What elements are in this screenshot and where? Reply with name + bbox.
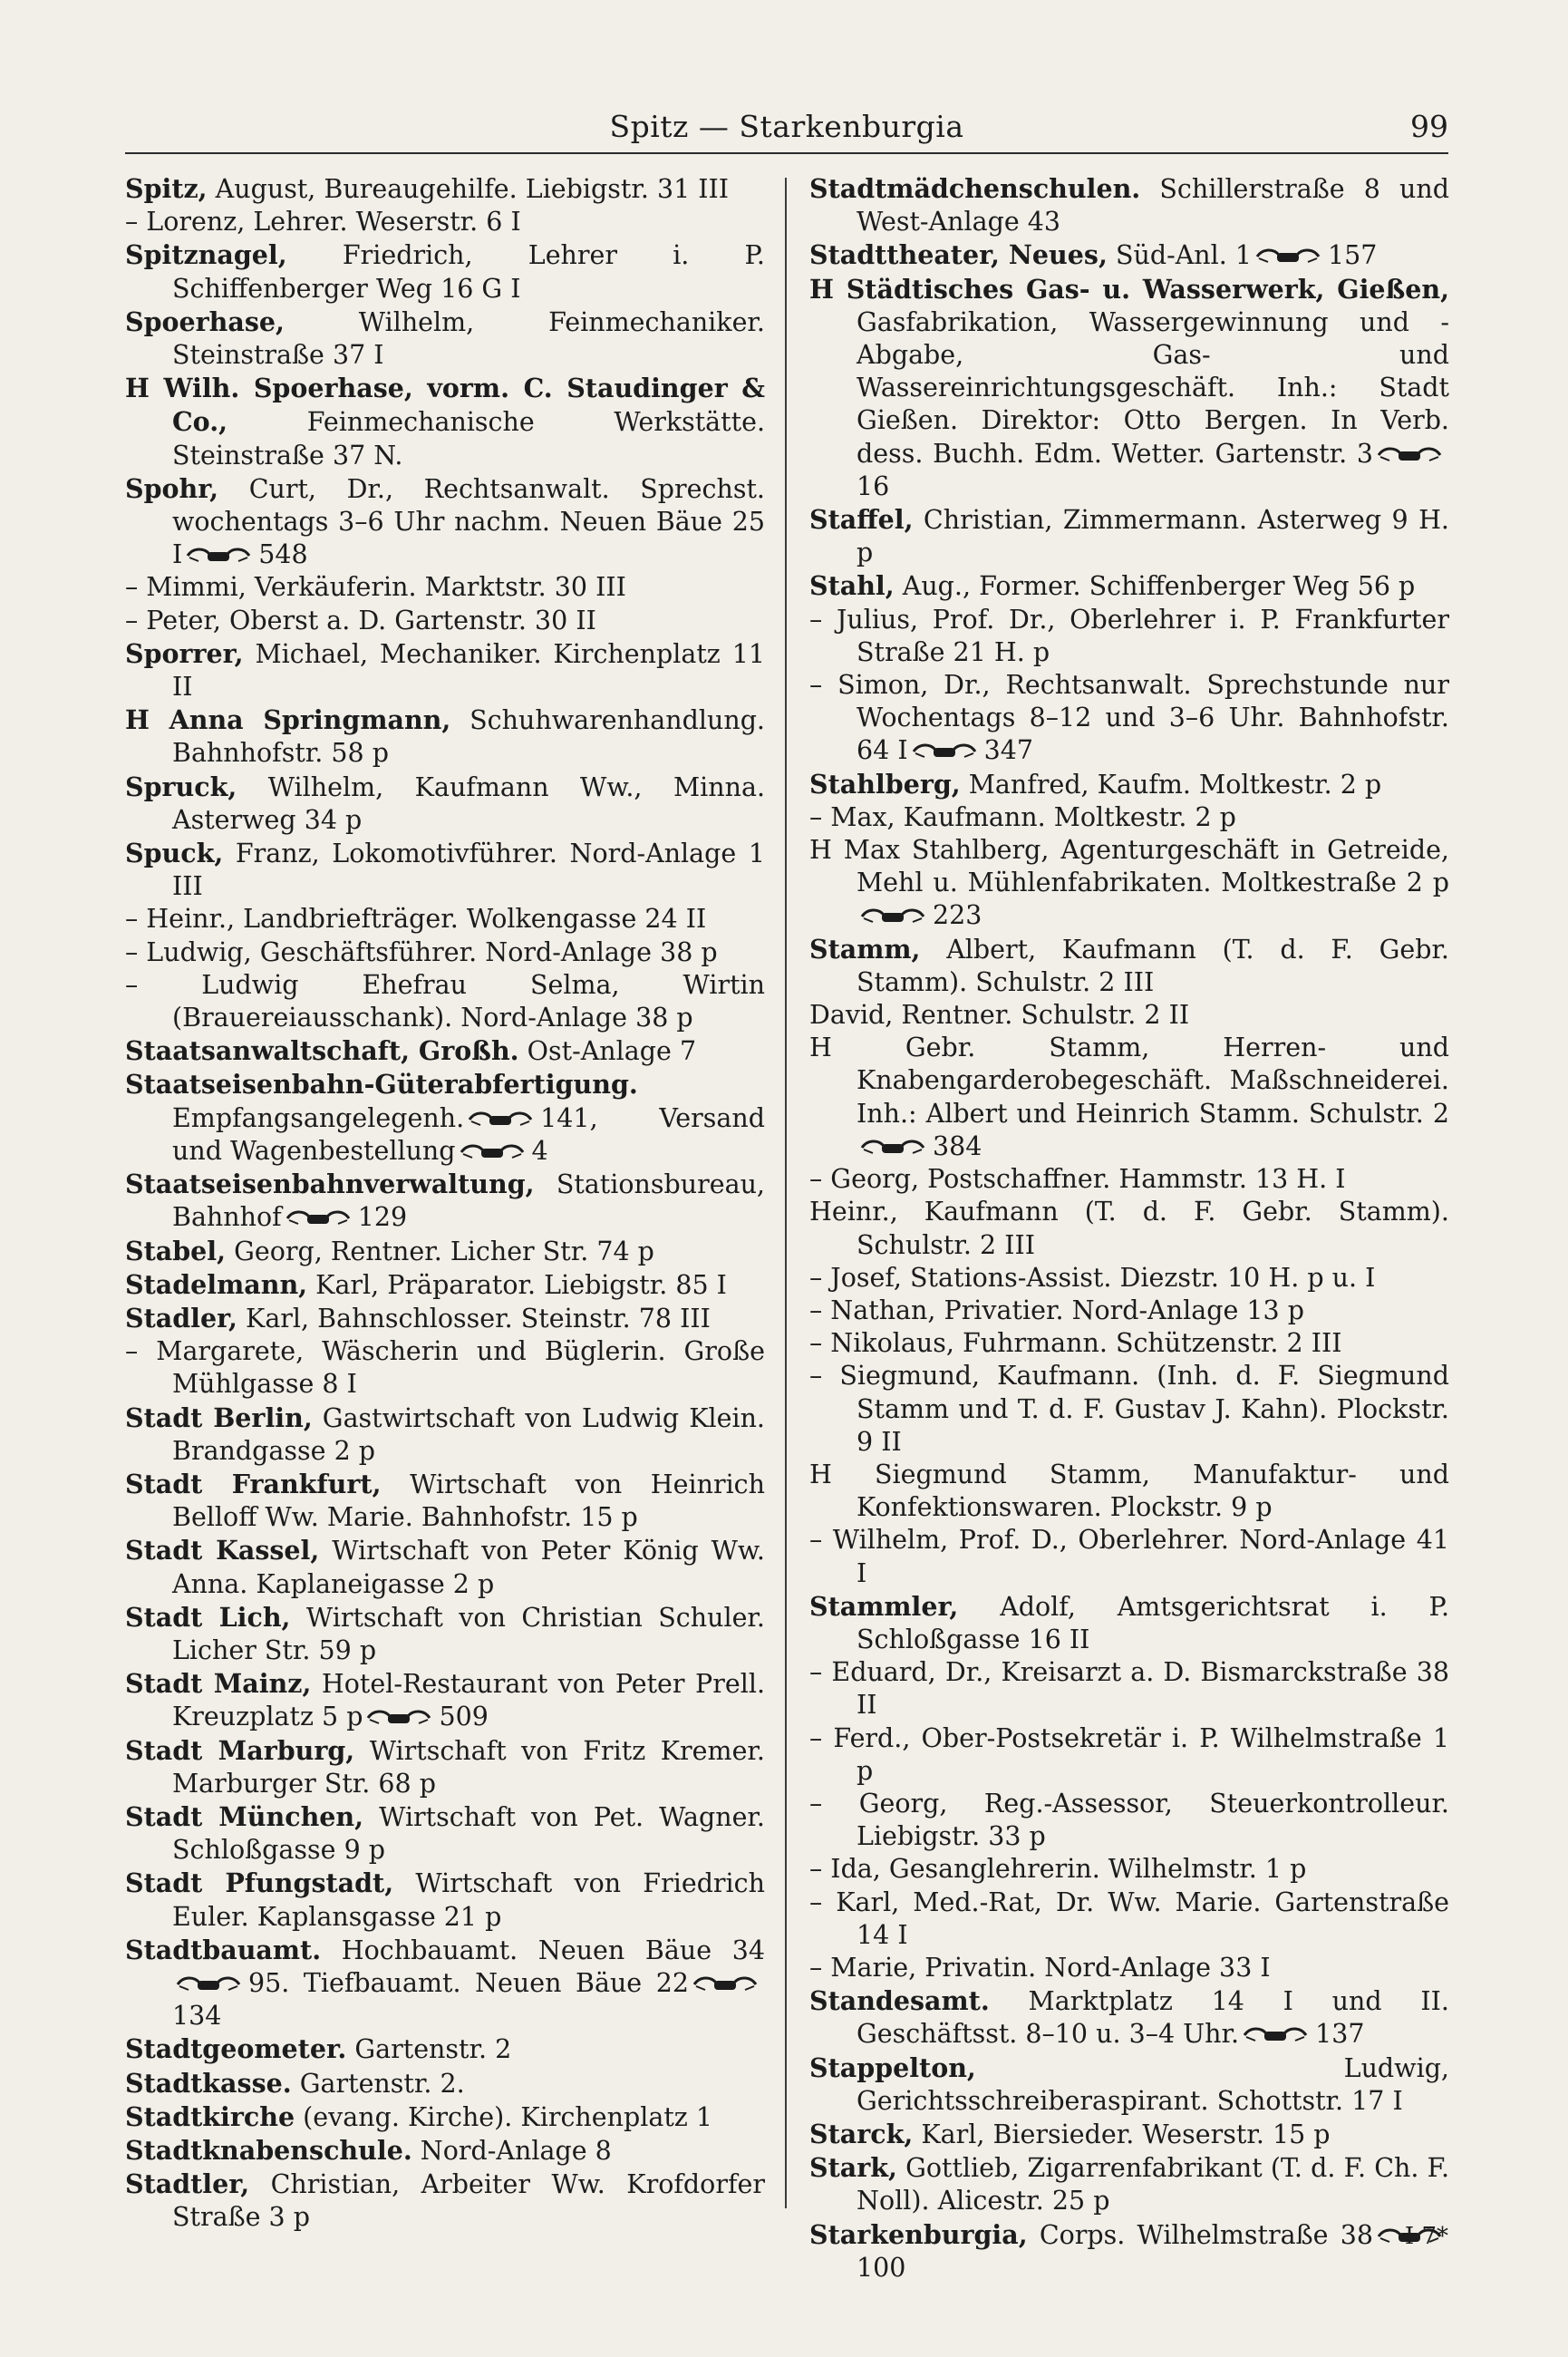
directory-entry (125, 571, 765, 604)
directory-entry (809, 1032, 1449, 1163)
entry-details: Curt, Dr., Rechtsanwalt. Sprechst. wochentags 3–6 Uhr nachm. Neuen Bäue 25 I (172, 473, 765, 570)
directory-entry (125, 1402, 765, 1468)
directory-entry (809, 1262, 1449, 1295)
entry-name: Stappelton, (809, 2051, 976, 2083)
directory-entry (125, 1335, 765, 1401)
directory-entry (809, 1524, 1449, 1589)
entry-details: – Ludwig, Geschäftsführer. Nord-Anlage 38 p (125, 936, 718, 967)
entry-details: H Gebr. Stamm, Herren- und Knabengarderobegeschäft. Maßschneiderei. Inh.: Albert und Heinrich Stamm. Schulstr. 2 (809, 1033, 1449, 1129)
directory-entry (809, 569, 1449, 603)
entry-details: – Eduard, Dr., Kreisarzt a. D. Bismarckstraße 38 II (809, 1657, 1449, 1721)
entry-name: Stadtkasse. (125, 2067, 292, 2099)
phone-number: 548 (258, 539, 308, 570)
phone-number: 347 (983, 735, 1033, 766)
directory-entry (125, 1034, 765, 1068)
directory-entry (809, 2218, 1449, 2284)
entry-details: H Siegmund Stamm, Manufaktur- und Konfektionswaren. Plockstr. 9 p (809, 1459, 1449, 1523)
telephone-icon (860, 1137, 925, 1157)
entry-name: Spruck, (125, 771, 237, 802)
entry-details: Franz, Lokomotivführer. Nord-Anlage 1 III (172, 839, 765, 902)
entry-details: – Simon, Dr., Rechtsanwalt. Sprechstunde nur Wochentags 8–12 und 3–6 Uhr. Bahnhofstr. 64 I (809, 670, 1449, 766)
directory-entry (125, 1734, 765, 1800)
directory-entry (809, 273, 1449, 503)
entry-name: Stadt Lich, (125, 1601, 291, 1633)
entry-name: Stadtgeometer. (125, 2033, 347, 2065)
entry-details: Georg, Rentner. Licher Str. 74 p (226, 1236, 654, 1266)
entry-name: Stadttheater, Neues, (809, 239, 1108, 271)
entry-details: – Ida, Gesanglehrerin. Wilhelmstr. 1 p (809, 1854, 1307, 1885)
directory-entry (125, 2168, 765, 2234)
entry-details: – Max, Kaufmann. Moltkestr. 2 p (809, 801, 1236, 832)
right-column (809, 172, 1449, 2284)
directory-entry (125, 1800, 765, 1867)
directory-entry (125, 1468, 765, 1534)
entry-details: Michael, Mechaniker. Kirchenplatz 11 II (172, 638, 765, 703)
directory-entry (809, 1590, 1449, 1656)
entry-name: Starck, (809, 2118, 914, 2149)
telephone-icon (912, 741, 977, 761)
phone-number: 129 (357, 1202, 408, 1233)
running-title: Spitz — Starkenburgia (609, 109, 964, 144)
entry-details: Christian, Zimmermann. Asterweg 9 H. p (857, 505, 1449, 568)
directory-entry (125, 837, 765, 903)
entry-details: Karl, Bahnschlosser. Steinstr. 78 III (237, 1303, 711, 1334)
entry-name: Spitznagel, (125, 239, 287, 271)
entry-name: Stadtler, (125, 2168, 250, 2200)
directory-entry (809, 2151, 1449, 2217)
entry-details: Albert, Kaufmann (T. d. F. Gebr. Stamm). Schulstr. 2 III (857, 934, 1449, 997)
directory-entry (809, 2051, 1449, 2118)
phone-number: 384 (933, 1130, 982, 1161)
entry-name: Stark, (809, 2152, 897, 2184)
directory-entry (125, 2134, 765, 2168)
entry-details: Karl, Präparator. Liebigstr. 85 I (307, 1269, 727, 1300)
entry-name: Spohr, (125, 472, 219, 504)
entry-details: – Ludwig Ehefrau Selma, Wirtin (Brauereiausschank). Nord-Anlage 38 p (125, 969, 765, 1033)
entry-details: – Marie, Privatin. Nord-Anlage 33 I (809, 1952, 1271, 1983)
directory-entry (809, 1459, 1449, 1524)
directory-entry (125, 969, 765, 1034)
entry-details: Wirtschaft von Christian Schuler. Licher Str. 59 p (172, 1602, 765, 1665)
phone-number: 100 (857, 2252, 906, 2283)
directory-entry (125, 703, 765, 770)
telephone-icon (1243, 2024, 1308, 2044)
entry-name: Staatseisenbahnverwaltung, (125, 1169, 535, 1200)
entry-details: (evang. Kirche). Kirchenplatz 1 (295, 2101, 712, 2132)
directory-entry (125, 936, 765, 969)
directory-entry (125, 238, 765, 305)
entry-name: Stadt Berlin, (125, 1402, 313, 1433)
directory-entry (125, 903, 765, 936)
directory-entry (809, 1360, 1449, 1459)
entry-details: Schuhwarenhandlung. Bahnhofstr. 58 p (172, 705, 765, 769)
entry-details: Empfangsangelegenh. (172, 1102, 465, 1133)
entry-details: Wilhelm, Feinmechaniker. Steinstraße 37 I (172, 306, 765, 371)
telephone-icon (1255, 246, 1321, 266)
phone-number: 157 (1328, 240, 1378, 271)
entry-name: Stadt Pfungstadt, (125, 1867, 394, 1899)
entry-name: Stadt Kassel, (125, 1535, 320, 1566)
entry-name: Stamm, (809, 933, 921, 965)
directory-entry (125, 1235, 765, 1268)
telephone-icon (468, 1109, 533, 1129)
entry-name: Standesamt. (809, 1985, 990, 2017)
entry-details: Christian, Arbeiter Ww. Krofdorfer Straße 3 p (172, 2169, 765, 2233)
entry-details: – Georg, Postschaffner. Hammstr. 13 H. I (809, 1164, 1346, 1195)
directory-entry (809, 801, 1449, 834)
entry-details: Hotel-Restaurant von Peter Prell. Kreuzplatz 5 p (172, 1669, 765, 1732)
entry-details: – Ferd., Ober-Postsekretär i. P. Wilhelmstraße 1 p (809, 1722, 1449, 1786)
entry-name: Stabel, (125, 1235, 227, 1266)
entry-details: Wirtschaft von Heinrich Belloff Ww. Marie. Bahnhofstr. 15 p (172, 1469, 765, 1533)
directory-entry (809, 1722, 1449, 1788)
entry-name: Stadler, (125, 1302, 237, 1334)
entry-details: Nord-Anlage 8 (411, 2135, 612, 2166)
entry-details: – Peter, Oberst a. D. Gartenstr. 30 II (125, 605, 596, 635)
entry-name: H Wilh. Spoerhase, vorm. C. Staudinger & Co., (125, 373, 765, 438)
entry-details: – Josef, Stations-Assist. Diezstr. 10 H. p u. I (809, 1262, 1376, 1293)
directory-entry (125, 472, 765, 572)
entry-details: Wirtschaft von Fritz Kremer. Marburger Str. 68 p (172, 1735, 765, 1799)
entry-details: – Karl, Med.-Rat, Dr. Ww. Marie. Gartenstraße 14 I (809, 1887, 1449, 1950)
entry-name: Sporrer, (125, 637, 244, 669)
entry-name: Stadelmann, (125, 1268, 308, 1300)
entry-name: Staffel, (809, 504, 914, 536)
phone-number: 95 (248, 1967, 282, 1998)
directory-entry (809, 669, 1449, 768)
telephone-icon (460, 1141, 525, 1161)
entry-name: Stadt Marburg, (125, 1734, 355, 1766)
entry-name: Stadtmädchenschulen. (809, 173, 1141, 204)
entry-details: Gottlieb, Zigarrenfabrikant (T. d. F. Ch. F. Noll). Alicestr. 25 p (857, 2153, 1449, 2216)
entry-name: Stadtkirche (125, 2100, 295, 2132)
entry-details: , Versand und Wagenbestellung (172, 1102, 765, 1166)
directory-entry (809, 1984, 1449, 2051)
entry-details: H Max Stahlberg, Agenturgeschäft in Getreide, Mehl u. Mühlenfabrikaten. Moltkestraße 2 p (809, 835, 1449, 898)
directory-entry (809, 1853, 1449, 1886)
entry-details: Ost-Anlage 7 (518, 1036, 697, 1067)
directory-entry (125, 1268, 765, 1302)
entry-details: – Mimmi, Verkäuferin. Marktstr. 30 III (125, 572, 626, 603)
entry-details: Wirtschaft von Pet. Wagner. Schloßgasse 9 p (172, 1801, 765, 1866)
directory-entry (125, 306, 765, 372)
directory-entry (125, 1168, 765, 1234)
directory-entry (809, 503, 1449, 569)
entry-details: Marktplatz 14 I und II. Geschäftsst. 8–10 u. 3–4 Uhr. (857, 1986, 1449, 2050)
entry-details: Friedrich, Lehrer i. P. Schiffenberger Weg 16 G I (172, 240, 765, 304)
directory-entry (125, 2067, 765, 2100)
entry-details: Heinr., Kaufmann (T. d. F. Gebr. Stamm). Schulstr. 2 III (809, 1197, 1449, 1260)
directory-entry (809, 1952, 1449, 1984)
directory-entry (125, 771, 765, 837)
entry-name: Stadtbauamt. (125, 1934, 322, 1965)
entry-details: Gartenstr. 2. (291, 2068, 465, 2099)
directory-entry (809, 604, 1449, 669)
entry-name: Stahlberg, (809, 768, 961, 800)
entry-details: Karl, Biersieder. Weserstr. 15 p (913, 2119, 1331, 2149)
telephone-icon (1377, 444, 1442, 464)
directory-entry (809, 1295, 1449, 1327)
entry-name: Stadtknabenschule. (125, 2134, 412, 2166)
directory-entry (125, 1867, 765, 1933)
directory-entry (125, 1601, 765, 1667)
directory-entry (125, 372, 765, 472)
phone-number: 137 (1315, 2019, 1365, 2050)
directory-entry (125, 1534, 765, 1600)
telephone-icon (860, 906, 925, 926)
directory-entry (809, 1887, 1449, 1952)
directory-entry (125, 1934, 765, 2033)
entry-name: Spitz, (125, 173, 208, 204)
entry-details: – Siegmund, Kaufmann. (Inh. d. F. Siegmund Stamm und T. d. F. Gustav J. Kahn). Plockstr. 9 II (809, 1361, 1449, 1457)
entry-details: – Georg, Reg.-Assessor, Steuerkontrolleur. Liebigstr. 33 p (809, 1788, 1449, 1852)
directory-entry (125, 1302, 765, 1335)
entry-details: – Nathan, Privatier. Nord-Anlage 13 p (809, 1295, 1304, 1325)
directory-entry (809, 1196, 1449, 1261)
directory-entry (809, 1163, 1449, 1196)
phone-number: 134 (172, 2001, 222, 2032)
phone-number: 4 (531, 1135, 548, 1166)
directory-entry (809, 933, 1449, 999)
directory-entry (125, 605, 765, 637)
entry-details: – Margarete, Wäscherin und Büglerin. Große Mühlgasse 8 I (125, 1336, 765, 1400)
left-column (125, 172, 765, 2235)
entry-name: Stahl, (809, 570, 895, 602)
directory-entry (809, 1788, 1449, 1853)
entry-details: Adolf, Amtsgerichtsrat i. P. Schloßgasse 16 II (857, 1591, 1449, 1654)
directory-entry (125, 1068, 765, 1168)
entry-details: – Julius, Prof. Dr., Oberlehrer i. P. Frankfurter Straße 21 H. p (809, 604, 1449, 667)
phone-number: 16 (857, 470, 890, 501)
directory-entry (125, 172, 765, 206)
entry-name: Spoerhase, (125, 306, 285, 337)
directory-entry (809, 834, 1449, 933)
entry-name: H Anna Springmann, (125, 704, 451, 736)
entry-details: Manfred, Kaufm. Moltkestr. 2 p (960, 769, 1382, 800)
directory-entry (809, 2118, 1449, 2151)
entry-details: Süd-Anl. 1 (1107, 240, 1253, 271)
page-number: 99 (1410, 109, 1448, 144)
directory-entry (125, 2100, 765, 2134)
entry-details: Wirtschaft von Peter König Ww. Anna. Kaplaneigasse 2 p (172, 1536, 765, 1599)
telephone-icon (366, 1707, 431, 1727)
entry-details: Wirtschaft von Friedrich Euler. Kaplansgasse 21 p (172, 1868, 765, 1932)
directory-entry (125, 1667, 765, 1733)
entry-details: Gastwirtschaft von Ludwig Klein. Brandgasse 2 p (172, 1402, 765, 1466)
directory-entry (125, 637, 765, 703)
entry-name: Staatsanwaltschaft, Großh. (125, 1035, 519, 1067)
phone-number: 223 (933, 900, 982, 931)
directory-entry (125, 206, 765, 238)
directory-entry (809, 238, 1449, 272)
directory-entry (125, 2032, 765, 2066)
entry-details: Wilhelm, Kaufmann Ww., Minna. Asterweg 34 p (172, 771, 765, 835)
entry-details: Feinmechanische Werkstätte. Steinstraße 37 N. (172, 407, 765, 470)
entry-name: Spuck, (125, 838, 224, 869)
entry-details: – Lorenz, Lehrer. Weserstr. 6 I (125, 207, 521, 238)
entry-name: Stammler, (809, 1590, 959, 1622)
entry-name: Stadt München, (125, 1800, 364, 1832)
entry-name: Stadt Frankfurt, (125, 1468, 382, 1499)
entry-details: – Wilhelm, Prof. D., Oberlehrer. Nord-Anlage 41 I (809, 1525, 1449, 1588)
telephone-icon (186, 545, 251, 565)
directory-entry (809, 172, 1449, 238)
entry-details: Gasfabrikation, Wassergewinnung und -Abgabe, Gas- und Wassereinrichtungsgeschäft. Inh.: Stadt Gießen. Direktor: Otto Bergen. In Verb. dess. Buchh. Edm. Wetter. Gartenstr. 3 (857, 306, 1449, 469)
entry-details: Stationsbureau, Bahnhof (172, 1169, 765, 1233)
entry-details: August, Bureaugehilfe. Liebigstr. 31 III (207, 174, 730, 204)
sheet-signature: I 7* (1404, 2223, 1448, 2250)
page-header (125, 102, 1448, 154)
entry-name: Staatseisenbahn-Güterabfertigung. (125, 1069, 638, 1101)
column-divider (785, 178, 787, 2208)
phone-number: 509 (439, 1702, 489, 1732)
telephone-icon (176, 1974, 241, 1993)
directory-entry (809, 999, 1449, 1032)
entry-details: . Tiefbauamt. Neuen Bäue 22 (281, 1967, 689, 1998)
telephone-icon (286, 1208, 351, 1227)
entry-details: – Heinr., Landbriefträger. Wolkengasse 24 II (125, 904, 707, 935)
entry-details: Corps. Wilhelmstraße 38 (1027, 2219, 1373, 2250)
entry-name: H Städtisches Gas- u. Wasserwerk, Gießen, (809, 273, 1449, 305)
phone-number: 141 (540, 1102, 590, 1133)
entry-name: Stadt Mainz, (125, 1668, 312, 1700)
entry-details: Schillerstraße 8 und West-Anlage 43 (857, 174, 1449, 238)
directory-entry (809, 1327, 1449, 1360)
entry-details: Hochbauamt. Neuen Bäue 34 (321, 1935, 765, 1965)
entry-name: Starkenburgia, (809, 2218, 1028, 2250)
entry-details: – Nikolaus, Fuhrmann. Schützenstr. 2 III (809, 1328, 1342, 1359)
directory-entry (809, 768, 1449, 801)
directory-entry (809, 1656, 1449, 1722)
entry-details: Aug., Former. Schiffenberger Weg 56 p (894, 571, 1416, 602)
entry-details: Gartenstr. 2 (346, 2034, 512, 2065)
entry-details: David, Rentner. Schulstr. 2 II (809, 1000, 1190, 1031)
entry-details: Ludwig, Gerichtsschreiberaspirant. Schottstr. 17 I (857, 2052, 1449, 2116)
telephone-icon (692, 1974, 758, 1993)
